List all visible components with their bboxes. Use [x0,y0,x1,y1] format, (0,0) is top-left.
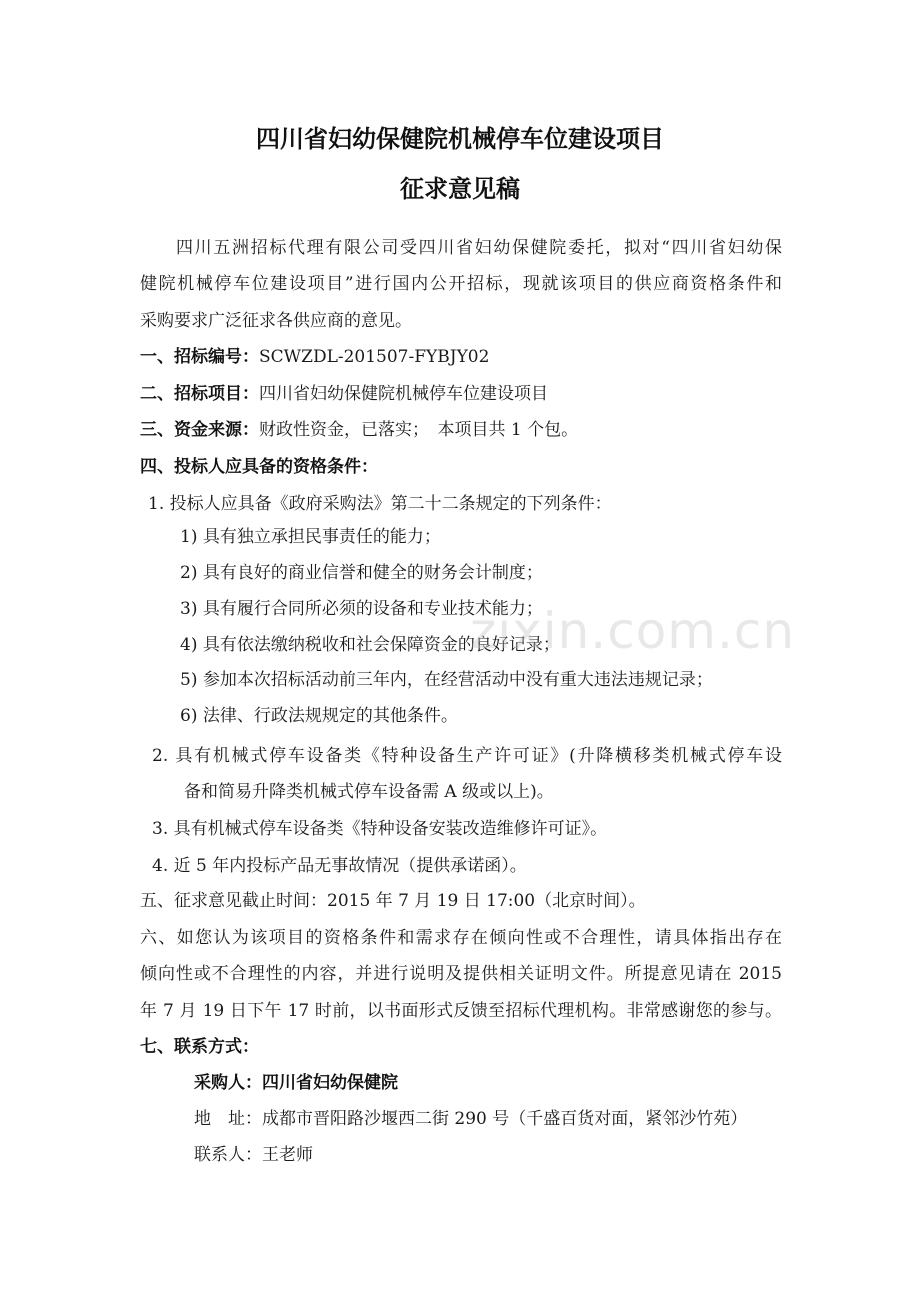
section-7-heading: 七、联系方式： [140,1037,259,1057]
section-6-line-3: 年 7 月 19 日下午 17 时前，以书面形式反馈至招标代理机构。非常感谢您的参与。 [140,1001,782,1021]
contact-address [194,1107,747,1131]
section-6-line-1: 六、如您认为该项目的资格条件和需求存在倾向性或不合理性，请具体指出存在 [140,928,782,948]
section-5-deadline: 五、征求意见截止时间：2015 年 7 月 19 日 17:00（北京时间）。 [140,891,646,911]
contact-address-label: 地 址： [194,1109,262,1129]
intro-line-1: 四川五洲招标代理有限公司受四川省妇幼保健院委托，拟对“四川省妇幼保 [176,238,782,258]
watermark: zixin.com.cn [470,602,796,660]
document-subtitle: 征求意见稿 [400,175,520,203]
contact-person-value: 王老师 [262,1145,313,1165]
qualification-1: 1. 投标人应具备《政府采购法》第二十二条规定的下列条件： [148,494,612,514]
section-2-label: 二、招标项目： [140,384,259,404]
document-title: 四川省妇幼保健院机械停车位建设项目 [256,125,664,153]
section-1-label: 一、招标编号： [140,347,259,367]
intro-line-2: 健院机械停车位建设项目”进行国内公开招标，现就该项目的供应商资格条件和 [140,274,782,294]
qualification-2-line-1: 2. 具有机械式停车设备类《特种设备生产许可证》(升降横移类机械式停车设 [152,746,782,766]
section-1-bid-number [140,345,489,369]
qualification-4: 4. 近 5 年内投标产品无事故情况（提供承诺函）。 [152,856,527,876]
section-3-value: 财政性资金，已落实； 本项目共 1 个包。 [259,420,579,440]
section-1-value: SCWZDL-201507-FYBJY02 [259,347,490,367]
qualification-1-item-4: 4) 具有依法缴纳税收和社会保障资金的良好记录； [180,635,560,655]
section-6-line-2: 倾向性或不合理性的内容，并进行说明及提供相关证明文件。所提意见请在 2015 [140,964,782,984]
qualification-1-item-3: 3) 具有履行合同所必须的设备和专业技术能力； [180,599,543,619]
intro-line-3: 采购要求广泛征求各供应商的意见。 [140,311,412,331]
qualification-1-item-6: 6) 法律、行政法规规定的其他条件。 [180,706,458,726]
contact-purchaser: 采购人：四川省妇幼保健院 [194,1073,398,1093]
section-4-heading: 四、投标人应具备的资格条件： [140,457,378,477]
qualification-1-item-1: 1) 具有独立承担民事责任的能力； [180,527,441,547]
qualification-2-line-2: 备和简易升降类机械式停车设备需 A 级或以上)。 [184,782,554,802]
qualification-1-item-2: 2) 具有良好的商业信誉和健全的财务会计制度； [180,563,543,583]
contact-person-label: 联系人： [194,1145,262,1165]
qualification-3: 3. 具有机械式停车设备类《特种设备安装改造维修许可证》。 [152,819,608,839]
section-2-value: 四川省妇幼保健院机械停车位建设项目 [259,384,548,404]
section-3-funding [140,418,578,442]
section-2-bid-project [140,382,548,406]
qualification-1-item-5: 5) 参加本次招标活动前三年内，在经营活动中没有重大违法违规记录； [180,670,713,690]
contact-person [194,1143,313,1167]
section-3-label: 三、资金来源： [140,420,259,440]
contact-address-value: 成都市晋阳路沙堰西二街 290 号（千盛百货对面，紧邻沙竹苑） [262,1109,748,1129]
